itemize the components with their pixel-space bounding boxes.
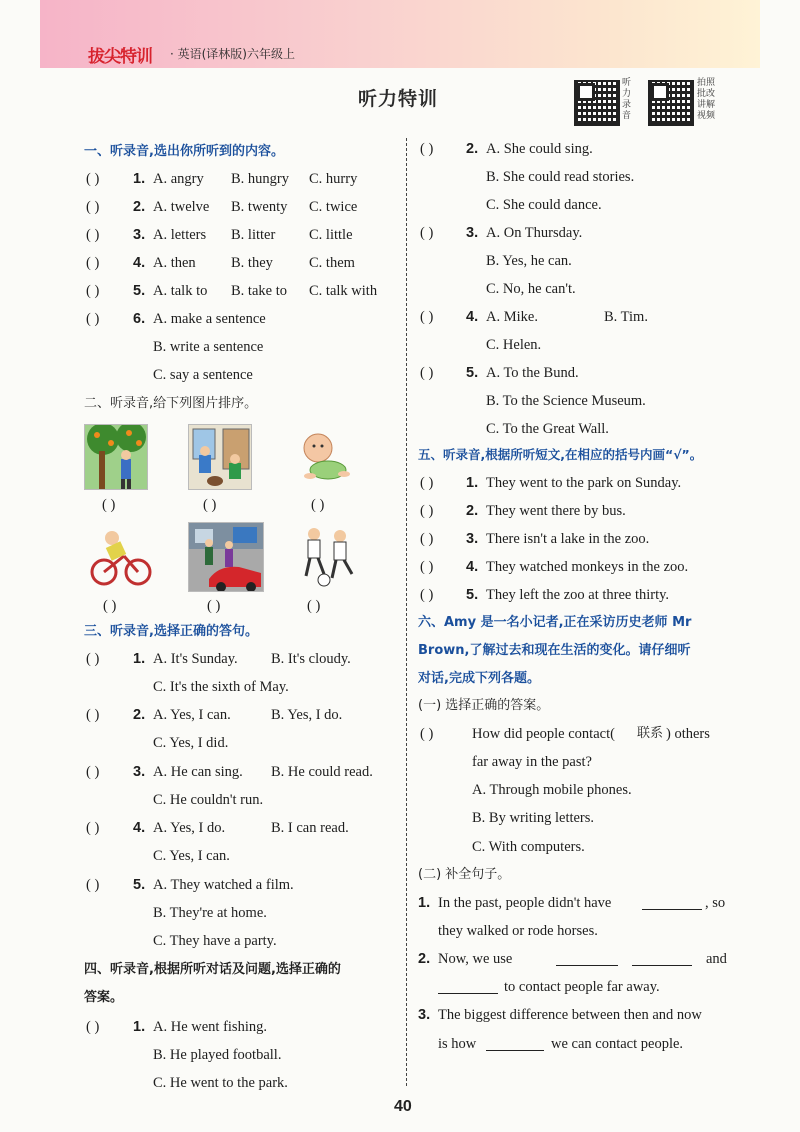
picture-answer-bracket[interactable]: ( )	[311, 497, 325, 513]
answer-bracket[interactable]: ( )	[420, 559, 434, 575]
item-number: 3.	[466, 531, 479, 547]
section-2-heading: 二、听录音,给下列图片排序。	[84, 396, 258, 411]
item-number: 4.	[466, 559, 479, 575]
qr-audio-label: 听力录音	[622, 78, 632, 121]
option-c: C. To the Great Wall.	[486, 421, 609, 437]
qr-video-label: 拍照批改讲解视频	[697, 78, 716, 121]
item-number: 4.	[466, 309, 479, 325]
picking-oranges-illustration	[85, 425, 148, 490]
item-number: 4.	[133, 820, 146, 836]
option-b: B. Tim.	[604, 309, 648, 325]
option-c: C. talk with	[309, 283, 378, 299]
page-number: 40	[394, 1098, 412, 1115]
boy-falling-bike-illustration	[88, 526, 154, 588]
book-subtitle: · 英语(译林版)六年级上	[170, 47, 295, 61]
sentence-text: In the past, people didn't have	[438, 895, 612, 911]
statement-text: There isn't a lake in the zoo.	[486, 531, 650, 547]
answer-bracket[interactable]: ( )	[86, 227, 100, 243]
section-6-heading: 六、Amy 是一名小记者,正在采访历史老师 Mr	[418, 615, 692, 630]
option-c: C. little	[309, 227, 353, 243]
item-number: 5.	[466, 365, 479, 381]
answer-bracket[interactable]: ( )	[86, 199, 100, 215]
question-text-start: How did people contact(	[472, 726, 615, 742]
option-b: B. take to	[231, 283, 287, 299]
option-b: B. I can read.	[271, 820, 349, 836]
sentence-text: Now, we use	[438, 951, 513, 967]
answer-bracket[interactable]: ( )	[420, 141, 434, 157]
option-a: A. Yes, I do.	[153, 820, 226, 836]
answer-bracket[interactable]: ( )	[420, 309, 434, 325]
option-c: C. No, he can't.	[486, 281, 576, 297]
statement-text: They went to the park on Sunday.	[486, 475, 682, 491]
picture-street-cars	[188, 522, 264, 592]
option-c: C. say a sentence	[153, 367, 253, 383]
children-cat-illustration	[189, 425, 252, 490]
item-number: 1.	[418, 895, 431, 911]
option-b: B. Yes, he can.	[486, 253, 572, 269]
qr-code-audio[interactable]	[574, 80, 620, 126]
picture-answer-bracket[interactable]: ( )	[103, 598, 117, 614]
option-a: A. She could sing.	[486, 141, 593, 157]
option-c: C. He couldn't run.	[153, 792, 264, 808]
page-title: 听力特训	[358, 88, 439, 110]
option-a: A. To the Bund.	[486, 365, 579, 381]
option-c: C. twice	[309, 199, 358, 215]
answer-bracket[interactable]: ( )	[86, 707, 100, 723]
answer-bracket[interactable]: ( )	[86, 820, 100, 836]
option-a: A. He went fishing.	[153, 1019, 267, 1035]
statement-text: They left the zoo at three thirty.	[486, 587, 670, 603]
picture-answer-bracket[interactable]: ( )	[203, 497, 217, 513]
option-b: B. It's cloudy.	[271, 651, 351, 667]
picture-answer-bracket[interactable]: ( )	[102, 497, 116, 513]
answer-bracket[interactable]: ( )	[86, 877, 100, 893]
option-b: B. He could read.	[271, 764, 373, 780]
option-c: C. With computers.	[472, 839, 585, 855]
option-a: A. On Thursday.	[486, 225, 583, 241]
answer-bracket[interactable]: ( )	[86, 651, 100, 667]
section-6-heading-line2: Brown,了解过去和现在生活的变化。请仔细听	[418, 643, 691, 658]
option-a: A. Mike.	[486, 309, 538, 325]
item-number: 5.	[133, 283, 146, 299]
option-b: B. By writing letters.	[472, 810, 595, 826]
option-b: B. twenty	[231, 199, 288, 215]
item-number: 2.	[466, 141, 479, 157]
answer-bracket[interactable]: ( )	[420, 531, 434, 547]
option-a: A. make a sentence	[153, 311, 266, 327]
answer-bracket[interactable]: ( )	[86, 311, 100, 327]
item-number: 3.	[133, 764, 146, 780]
option-b: B. write a sentence	[153, 339, 264, 355]
section-4-heading-cont: 答案。	[84, 990, 124, 1005]
answer-bracket[interactable]: ( )	[420, 587, 434, 603]
street-cars-illustration	[189, 523, 264, 592]
fill-blank[interactable]	[642, 896, 702, 910]
section-6-heading-line3: 对话,完成下列各题。	[418, 671, 540, 686]
answer-bracket[interactable]: ( )	[420, 225, 434, 241]
picture-baby-crawling	[296, 430, 354, 486]
option-c: C. Yes, I can.	[153, 848, 230, 864]
item-number: 3.	[418, 1007, 431, 1023]
picture-boy-falling-bike	[88, 526, 154, 588]
sentence-text-line2: to contact people far away.	[504, 979, 660, 995]
item-number: 2.	[133, 707, 146, 723]
fill-blank[interactable]	[556, 952, 618, 966]
picture-answer-bracket[interactable]: ( )	[207, 598, 221, 614]
fill-blank[interactable]	[438, 980, 498, 994]
option-a: A. It's Sunday.	[153, 651, 238, 667]
section-4-heading: 四、听录音,根据所听对话及问题,选择正确的	[84, 962, 341, 977]
option-b: B. litter	[231, 227, 276, 243]
picture-children-cat	[188, 424, 252, 490]
option-b: B. They're at home.	[153, 905, 267, 921]
option-c: C. She could dance.	[486, 197, 602, 213]
brand-logo: 拔尖特训	[88, 47, 152, 67]
option-a: A. They watched a film.	[153, 877, 294, 893]
option-a: A. then	[153, 255, 196, 271]
sentence-text-end: , so	[705, 895, 726, 911]
option-a: A. Yes, I can.	[153, 707, 231, 723]
option-c: C. Yes, I did.	[153, 735, 229, 751]
section-5-heading: 五、听录音,根据所听短文,在相应的括号内画“√”。	[418, 447, 703, 462]
answer-bracket[interactable]: ( )	[86, 764, 100, 780]
option-a: A. letters	[153, 227, 207, 243]
option-b: B. they	[231, 255, 273, 271]
fill-blank[interactable]	[486, 1037, 544, 1051]
item-number: 6.	[133, 311, 146, 327]
option-c: C. Helen.	[486, 337, 542, 353]
question-text-line2: far away in the past?	[472, 754, 592, 770]
option-a: A. twelve	[153, 199, 210, 215]
option-a: A. talk to	[153, 283, 208, 299]
option-b: B. He played football.	[153, 1047, 282, 1063]
section-1-heading: 一、听录音,选出你所听到的内容。	[84, 144, 284, 159]
option-b: B. Yes, I do.	[271, 707, 343, 723]
answer-bracket[interactable]: ( )	[86, 171, 100, 187]
sentence-text-line2: is how	[438, 1036, 477, 1052]
qr-code-video[interactable]	[648, 80, 694, 126]
item-number: 2.	[418, 951, 431, 967]
item-number: 1.	[133, 171, 146, 187]
option-b: B. To the Science Museum.	[486, 393, 646, 409]
question-text-end: ) others	[666, 726, 710, 742]
item-number: 1.	[133, 1019, 146, 1035]
item-number: 2.	[466, 503, 479, 519]
fill-blank[interactable]	[632, 952, 692, 966]
item-number: 5.	[466, 587, 479, 603]
answer-bracket[interactable]: ( )	[420, 726, 434, 742]
item-number: 1.	[466, 475, 479, 491]
section-3-heading: 三、听录音,选择正确的答句。	[84, 624, 258, 639]
answer-bracket[interactable]: ( )	[420, 365, 434, 381]
baby-crawling-illustration	[296, 430, 354, 486]
item-number: 3.	[466, 225, 479, 241]
sentence-text-and: and	[706, 951, 727, 967]
boys-football-illustration	[298, 524, 360, 588]
sentence-text-end: we can contact people.	[551, 1036, 684, 1052]
picture-answer-bracket[interactable]: ( )	[307, 598, 321, 614]
item-number: 5.	[133, 877, 146, 893]
answer-bracket[interactable]: ( )	[86, 1019, 100, 1035]
answer-bracket[interactable]: ( )	[86, 283, 100, 299]
option-b: B. hungry	[231, 171, 289, 187]
option-b: B. She could read stories.	[486, 169, 635, 185]
answer-bracket[interactable]: ( )	[86, 255, 100, 271]
item-number: 1.	[133, 651, 146, 667]
answer-bracket[interactable]: ( )	[420, 503, 434, 519]
option-c: C. hurry	[309, 171, 358, 187]
option-c: C. They have a party.	[153, 933, 277, 949]
option-c: C. He went to the park.	[153, 1075, 288, 1091]
option-a: A. He can sing.	[153, 764, 243, 780]
option-a: A. angry	[153, 171, 204, 187]
option-a: A. Through mobile phones.	[472, 782, 632, 798]
sentence-text: The biggest difference between then and now	[438, 1007, 702, 1023]
option-c: C. them	[309, 255, 355, 271]
statement-text: They watched monkeys in the zoo.	[486, 559, 689, 575]
item-number: 3.	[133, 227, 146, 243]
statement-text: They went there by bus.	[486, 503, 626, 519]
item-number: 2.	[133, 199, 146, 215]
answer-bracket[interactable]: ( )	[420, 475, 434, 491]
part-2-heading: (二) 补全句子。	[418, 867, 511, 882]
option-c: C. It's the sixth of May.	[153, 679, 289, 695]
part-1-heading: (一) 选择正确的答案。	[418, 698, 550, 713]
column-divider	[406, 138, 407, 1086]
picture-boys-football	[298, 524, 360, 588]
sentence-text-line2: they walked or rode horses.	[438, 923, 598, 939]
picture-picking-oranges	[84, 424, 148, 490]
item-number: 4.	[133, 255, 146, 271]
question-text-cn: 联系	[637, 726, 664, 741]
